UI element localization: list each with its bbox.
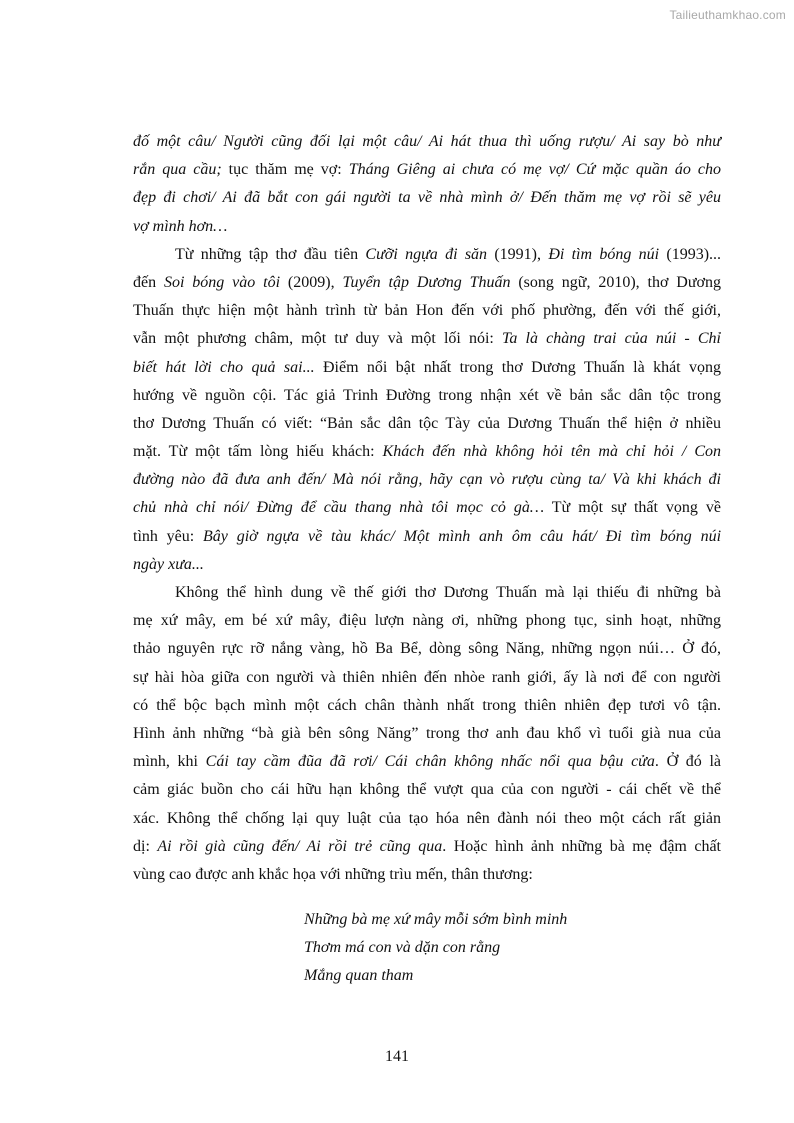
text-line	[133, 184, 721, 212]
body-text: mẹ xứ mây, em bé xứ mây, điệu lượn nàng ơi, những phong tục, sinh hoạt, những	[133, 612, 721, 630]
text-line	[133, 382, 721, 410]
body-text: tục thăm mẹ vợ:	[221, 161, 349, 179]
italic-text: đố một câu/ Người cũng đối lại một câu/ Ai hát thua thì uống rượu/ Ai say bò như	[133, 133, 721, 150]
text-line	[133, 269, 721, 297]
text-line	[133, 494, 721, 522]
text-line	[133, 833, 721, 861]
body-text: thảo nguyên rực rỡ nắng vàng, hồ Ba Bể, dòng sông Năng, những ngọn núi… Ở đó,	[133, 640, 721, 658]
body-text: thơ Dương Thuấn có viết: “Bản sắc dân tộc Tày của Dương Thuấn thể hiện ở nhiều	[133, 414, 721, 432]
text-line	[133, 325, 721, 353]
text-line	[133, 635, 721, 663]
text-line	[133, 720, 721, 748]
italic-text: ngày xưa...	[133, 555, 204, 573]
italic-text: biết hát lời cho quả sai...	[133, 358, 315, 376]
body-text: có thể bộc bạch mình một cách chân thành nhất trong thiên nhiên đẹp tươi vô tận.	[133, 696, 721, 714]
text-line	[133, 354, 721, 382]
text-line	[133, 664, 721, 692]
body-text: (1993)...	[659, 245, 722, 263]
body-text: vùng cao được anh khắc họa với những trìu mến, thân thương:	[133, 865, 533, 883]
text-line	[133, 748, 721, 776]
text-line	[133, 607, 721, 635]
text-line	[133, 776, 721, 804]
watermark: Tailieuthamkhao.com	[669, 8, 786, 22]
poem-line: Những bà mẹ xứ mây mỗi sớm bình minh	[304, 911, 568, 928]
italic-text: vợ mình hơn…	[133, 217, 228, 235]
italic-text: Cái tay cầm đũa đã rơi/ Cái chân không nhấc nổi qua bậu cửa	[205, 753, 655, 771]
italic-text: Cưỡi ngựa đi săn	[365, 245, 488, 263]
body-text: mình, khi	[133, 753, 206, 771]
body-text: Từ một sự thất vọng về	[544, 499, 722, 517]
body-text: Từ những tập thơ đầu tiên	[175, 245, 366, 263]
italic-text: Khách đến nhà không hỏi tên mà chỉ hỏi / Con	[382, 443, 721, 461]
poem-quote	[304, 906, 567, 991]
body-text: mặt. Từ một tấm lòng hiếu khách:	[133, 443, 383, 461]
text-line	[133, 861, 721, 889]
body-text: Thuấn thực hiện một hành trình từ bản Hon đến với phố phường, đến với thế giới,	[133, 302, 721, 320]
italic-text: Ta là chàng trai của núi - Chỉ	[502, 330, 721, 348]
body-text: Hình ảnh những “bà già bên sông Năng” trong thơ anh đau khổ vì tuổi già nua của	[133, 724, 721, 742]
body-text: (song ngữ, 2010), thơ Dương	[510, 273, 721, 291]
italic-text: đường nào đã đưa anh đến/ Mà nói rằng, hãy cạn vò rượu cùng ta/ Và khi khách đi	[133, 471, 721, 489]
body-text: cảm giác buồn cho cái hữu hạn không thể vượt qua của con người - cái chết về thể	[133, 781, 721, 799]
page-body	[133, 128, 721, 889]
italic-text: Bây giờ ngựa về tàu khác/ Một mình anh ôm câu hát/ Đi tìm bóng núi	[203, 527, 722, 545]
body-text: sự hài hòa giữa con người và thiên nhiên đến nhòe ranh giới, ấy là nơi để con người	[133, 668, 721, 686]
body-text: Điểm nổi bật nhất trong thơ Dương Thuấn là khát vọng	[314, 358, 722, 376]
text-line	[133, 213, 721, 241]
italic-text: Đi tìm bóng núi	[548, 245, 660, 263]
text-line	[133, 438, 721, 466]
poem-line: Thơm má con và dặn con rằng	[304, 939, 501, 957]
body-text: . Ở đó là	[654, 753, 721, 771]
text-line	[133, 466, 721, 494]
text-line	[133, 410, 721, 438]
body-text: (1991),	[487, 245, 549, 263]
body-text: (2009),	[280, 273, 343, 291]
text-line	[133, 805, 721, 833]
italic-text: Soi bóng vào tôi	[163, 273, 281, 291]
body-text: Không thể hình dung về thế giới thơ Dương Thuấn mà lại thiếu đi những bà	[175, 584, 721, 601]
text-line	[133, 128, 721, 156]
italic-text: rắn qua cầu;	[133, 161, 222, 179]
text-line	[133, 523, 721, 551]
italic-text: đẹp đi chơi/ Ai đã bắt con gái người ta về nhà mình ở/ Đến thăm mẹ vợ rồi sẽ yêu	[133, 189, 721, 207]
text-line	[133, 156, 721, 184]
text-line	[175, 241, 721, 269]
italic-text: Ai rồi già cũng đến/ Ai rồi trẻ cũng qua	[157, 837, 443, 855]
italic-text: chủ nhà chỉ nói/ Đừng để cầu thang nhà tôi mọc cỏ gà…	[133, 499, 545, 517]
body-text: dị:	[133, 837, 158, 855]
page-number: 141	[385, 1048, 409, 1065]
body-text: tình yêu:	[133, 527, 204, 545]
body-text: . Hoặc hình ảnh những bà mẹ đậm chất	[442, 837, 722, 855]
body-text: xác. Không thể chống lại quy luật của tạo hóa nên đành nói theo một cách rất giản	[133, 809, 721, 827]
italic-text: Tháng Giêng ai chưa có mẹ vợ/ Cứ mặc quần áo cho	[348, 161, 721, 179]
body-text: đến	[133, 273, 164, 291]
poem-line: Mắng quan tham	[304, 967, 414, 985]
text-line	[133, 551, 721, 579]
text-line	[133, 297, 721, 325]
italic-text: Tuyển tập Dương Thuấn	[342, 273, 511, 291]
body-text: vẫn một phương châm, một tư duy và một lối nói:	[133, 330, 502, 348]
text-line	[175, 579, 721, 607]
body-text: hướng về nguồn cội. Tác giả Trinh Đường trong nhận xét về bản sắc dân tộc trong	[133, 386, 721, 404]
text-line	[133, 692, 721, 720]
